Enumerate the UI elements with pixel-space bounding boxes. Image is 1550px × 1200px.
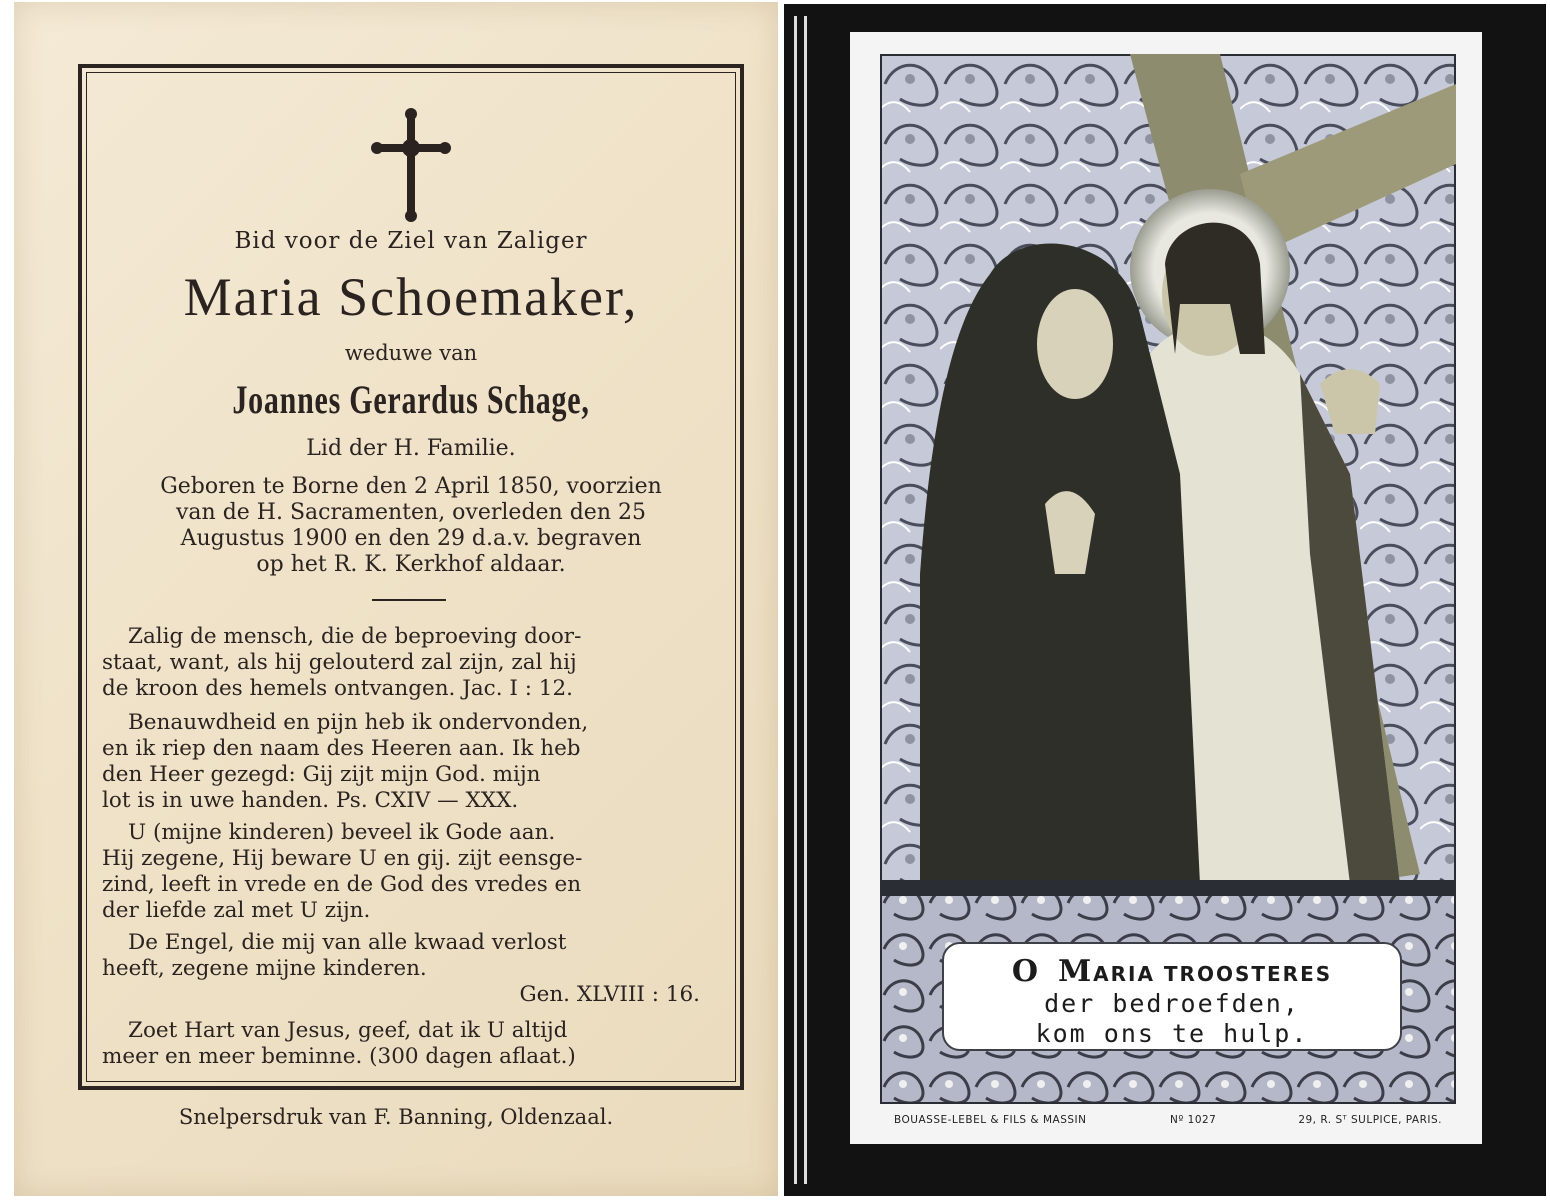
motto-line (944, 954, 1400, 989)
verse-line: De Engel, die mij van alle kwaad verlost (128, 930, 567, 955)
bio-line: op het R. K. Kerkhof aldaar. (256, 552, 566, 577)
prayer-intro: Bid voor de Ziel van Zaliger (234, 228, 588, 254)
verse-reference: Gen. XLVIII : 16. (519, 982, 700, 1007)
devotional-illustration (880, 54, 1456, 884)
ornate-initial-o: O (1011, 954, 1040, 989)
motto-box (942, 942, 1402, 1051)
bio-line: van de H. Sacramenten, overleden den 25 (176, 500, 646, 525)
relation-label: weduwe van (344, 341, 478, 365)
printer-credit: Snelpersdruk van F. Banning, Oldenzaal. (178, 1105, 614, 1129)
publisher-number: Nº 1027 (1170, 1114, 1217, 1126)
verse-line: en ik riep den naam des Heeren aan. Ik heb (102, 736, 581, 761)
memorial-card-text-side (14, 2, 778, 1196)
publisher-address: 29, R. Sᵀ SULPICE, PARIS. (1298, 1114, 1442, 1126)
cross-icon (371, 108, 451, 223)
verse-line: der liefde zal met U zijn. (102, 898, 371, 923)
divider (372, 599, 446, 601)
spouse-name: Joannes Gerardus Schage, (232, 377, 590, 422)
motto-line: der bedroefden, (1044, 989, 1300, 1018)
publisher-imprint (880, 1110, 1456, 1132)
motto-title: ARIA TROOSTERES (1093, 962, 1333, 986)
verse-sacred-heart (102, 1018, 720, 1070)
memorial-card-image-side (784, 4, 1546, 1196)
motto-line: kom ons te hulp. (1035, 1019, 1309, 1048)
verse-line: meer en meer beminne. (300 dagen aflaat.) (102, 1044, 576, 1069)
verse-line: U (mijne kinderen) beveel ik Gode aan. (128, 820, 556, 845)
verse-line: lot is in uwe handen. Ps. CXIV — XXX. (102, 788, 519, 813)
deceased-name: Maria Schoemaker, (183, 267, 639, 327)
bio-line: Augustus 1900 en den 29 d.a.v. begraven (180, 526, 642, 551)
verse-line: Benauwdheid en pijn heb ik ondervonden, (128, 710, 589, 735)
verse-genesis (102, 930, 720, 1008)
verse-children (102, 820, 720, 924)
verse-james (102, 624, 720, 702)
verse-psalm (102, 710, 720, 814)
membership: Lid der H. Familie. (306, 436, 516, 461)
verse-line: staat, want, als hij gelouterd zal zijn, zal hij (102, 650, 577, 675)
bio-line: Geboren te Borne den 2 April 1850, voorzien (160, 474, 662, 499)
card-edge-line (804, 16, 807, 1184)
verse-line: Zoet Hart van Jesus, geef, dat ik U altijd (128, 1018, 568, 1043)
text-frame (78, 64, 744, 1090)
art-panel (850, 32, 1482, 1144)
verse-line: Zalig de mensch, die de beproeving door- (128, 624, 582, 649)
verse-line: heeft, zegene mijne kinderen. (102, 956, 427, 981)
card-edge-line (794, 16, 797, 1184)
verse-line: zind, leeft in vrede en de God des vredes en (102, 872, 582, 897)
verse-line: de kroon des hemels ontvangen. Jac. I : 12. (102, 676, 573, 701)
publisher-name: BOUASSE-LEBEL & FILS & MASSIN (894, 1114, 1087, 1126)
verse-line: Hij zegene, Hij beware U en gij. zijt eensge- (102, 846, 583, 871)
ornate-initial-m: M (1057, 954, 1094, 989)
verse-line: den Heer gezegd: Gij zijt mijn God. mijn (102, 762, 541, 787)
biography (82, 474, 740, 578)
